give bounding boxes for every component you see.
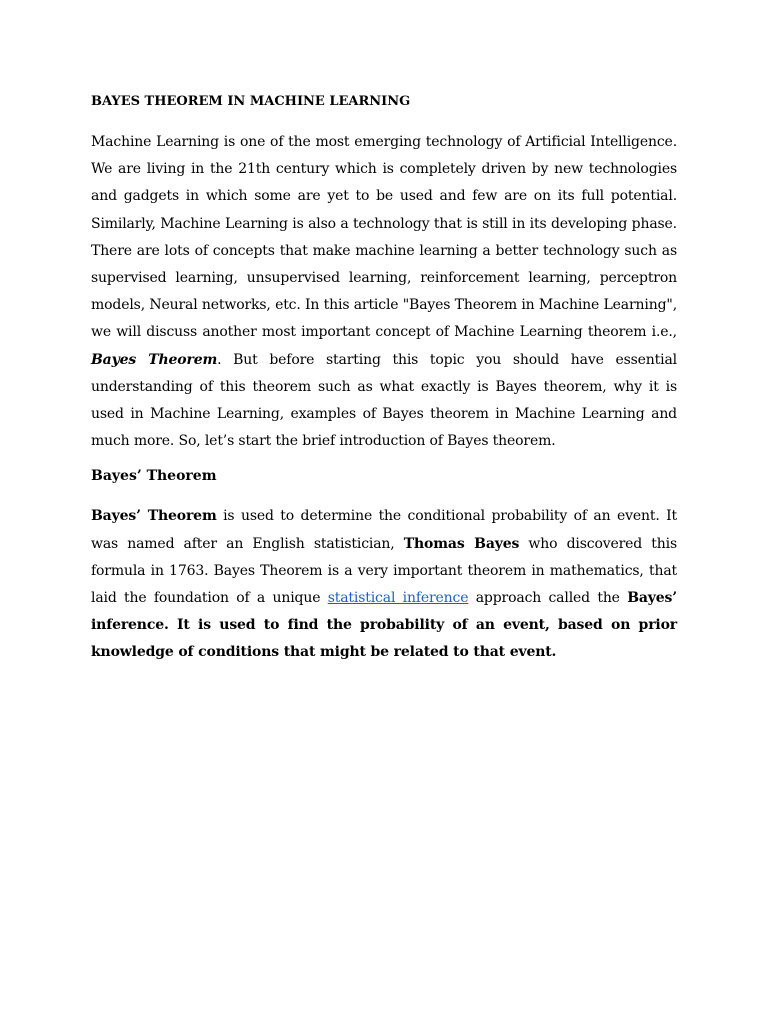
section-bold-tail: Bayes’ inference. It is used to find the probability of an event, based on prior knowledge of conditions that might be related to that event. <box>91 590 677 661</box>
intro-emphasis: Bayes Theorem <box>91 351 218 368</box>
section-person: Thomas Bayes <box>403 535 520 552</box>
intro-text-1: Machine Learning is one of the most emerging technology of Artificial Intelligence. We are living in the 21th century which is completely driven by new technologies and gadgets in which some are yet to be used and few are on its full potential. Similarly, Machine Learning is also a technology that is still in its developing phase. There are lots of concepts that make machine learning a better technology such as supervised learning, unsupervised learning, reinforcement learning, perceptron models, Neural networks, etc. In this article "Bayes Theorem in Machine Learning", we will discuss another most important concept of Machine Learning theorem i.e., <box>91 134 677 341</box>
section-text-2: who discovered this formula in 1763. Bayes Theorem is a very important theorem in mathematics, that laid the foundation of a unique <box>91 535 677 607</box>
document-page <box>91 92 677 678</box>
intro-paragraph <box>91 129 677 455</box>
statistical-inference-link[interactable]: statistical inference <box>327 590 469 607</box>
section-paragraph <box>91 503 677 666</box>
section-text-3: approach called the <box>468 590 628 607</box>
section-text-1: is used to determine the conditional probability of an event. It was named after an English statistician, <box>91 508 677 552</box>
document-title: BAYES THEOREM IN MACHINE LEARNING <box>91 94 411 109</box>
section-heading: Bayes’ Theorem <box>91 468 217 485</box>
intro-text-2: . But before starting this topic you should have essential understanding of this theorem such as what exactly is Bayes theorem, why it is used in Machine Learning, examples of Bayes theorem in Machine Learning and much more. So, let’s start the brief introduction of Bayes theorem. <box>91 351 677 450</box>
section-lead-bold: Bayes’ Theorem <box>91 508 217 525</box>
